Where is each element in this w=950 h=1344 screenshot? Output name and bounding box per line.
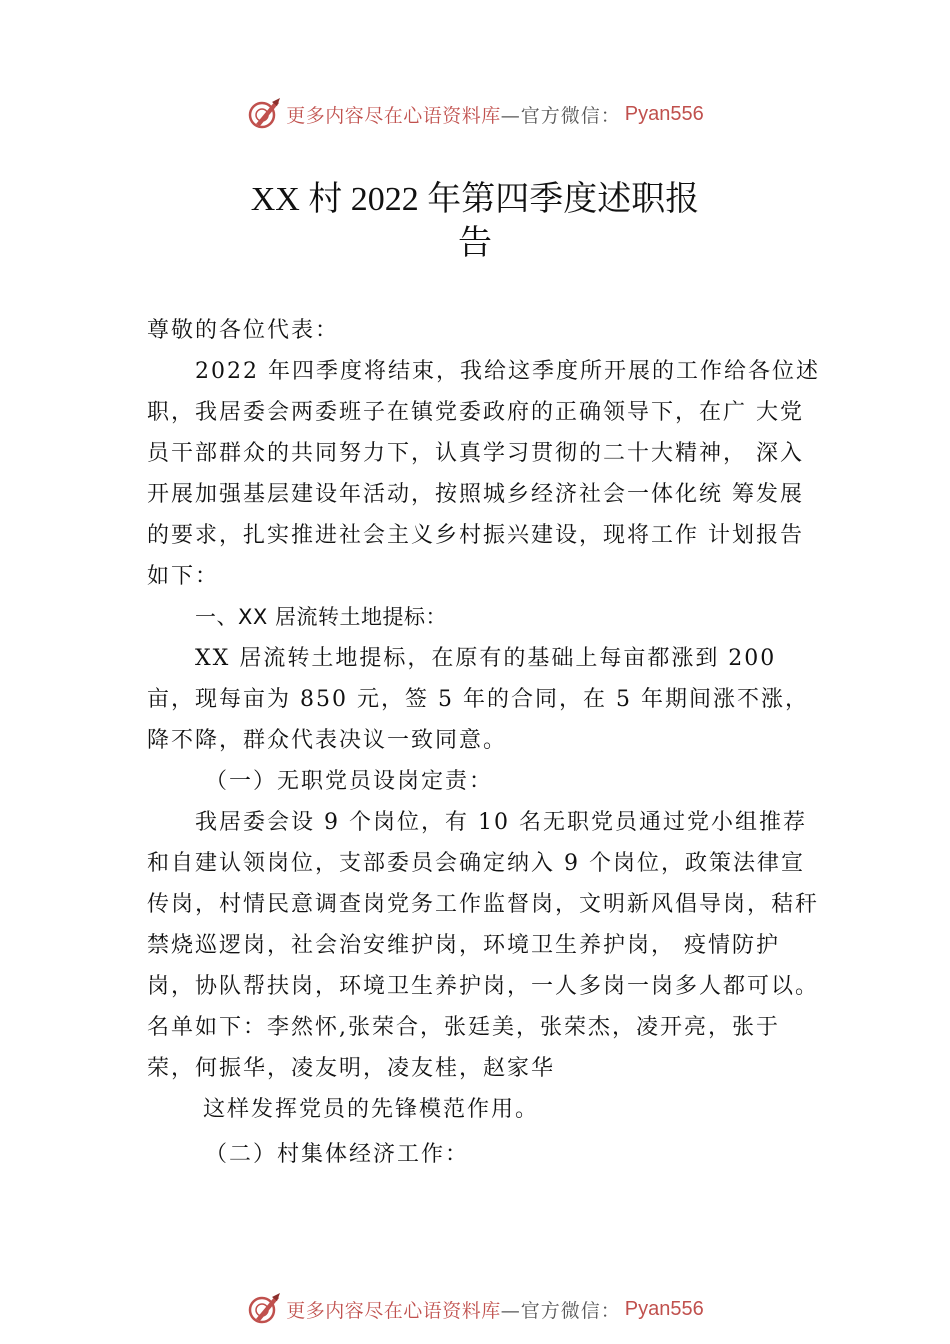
- quill-seal-icon: [246, 1291, 282, 1327]
- intro-paragraph: 2022 年四季度将结束，我给这季度所开展的工作给各位述职，我居委会两委班子在镇党委政府的正确领导下，在广 大党员干部群众的共同努力下，认真学习贯彻的二十大精神， 深入开展加强基层建设年活动，按照城乡经济社会一体化统 筹发展的要求，扎实推进社会主义乡村振兴建设，现将工作 计划报告如下：: [147, 359, 820, 589]
- banner-gray-text: —官方微信：: [500, 104, 621, 127]
- title-line-1: XX 村 2022 年第四季度述职报: [250, 181, 700, 218]
- title-line-2: 告: [458, 225, 492, 262]
- quill-seal-icon: [246, 96, 282, 132]
- banner-red-text: 更多内容尽在心语资料库: [286, 104, 501, 127]
- banner-red-text: 更多内容尽在心语资料库: [286, 1299, 501, 1322]
- section1-body: XX 居流转土地提标，在原有的基础上每亩都涨到 200 亩，现每亩为 850 元，签 5 年的合同，在 5 年期间涨不涨，降不降，群众代表决议一致同意。: [147, 646, 809, 753]
- section1-heading: 一、XX 居流转土地提标：: [195, 605, 447, 629]
- banner-wechat-id: Pyan556: [624, 1297, 704, 1320]
- document-body: [147, 310, 827, 1175]
- sub1-body: 我居委会设 9 个岗位，有 10 名无职党员通过党小组推荐和自建认领岗位，支部委员会确定纳入 9 个岗位，政策法律宣传岗，村情民意调查岗党务工作监督岗，文明新风倡导岗，秸秆禁烧巡逻岗，社会治安维护岗，环境卫生养护岗， 疫情防护岗，协队帮扶岗，环境卫生养护岗，一人多岗一岗多人都可以。名单如下：李然怀,张荣合，张廷美，张荣杰，凌开亮，张于荣，何振华，凌友明，凌友桂，赵家华: [147, 810, 820, 1081]
- banner-wechat-id: Pyan556: [624, 102, 704, 125]
- sub1-effect: 这样发挥党员的先锋模范作用。: [203, 1097, 540, 1122]
- document-title: [0, 178, 950, 266]
- sub1-heading: （一）无职党员设岗定责：: [205, 769, 494, 794]
- banner-gray-text: —官方微信：: [500, 1299, 621, 1322]
- sub2-heading: （二）村集体经济工作：: [205, 1142, 470, 1167]
- footer-banner: [0, 1289, 950, 1329]
- salutation: 尊敬的各位代表：: [147, 318, 340, 343]
- header-banner: [0, 94, 950, 134]
